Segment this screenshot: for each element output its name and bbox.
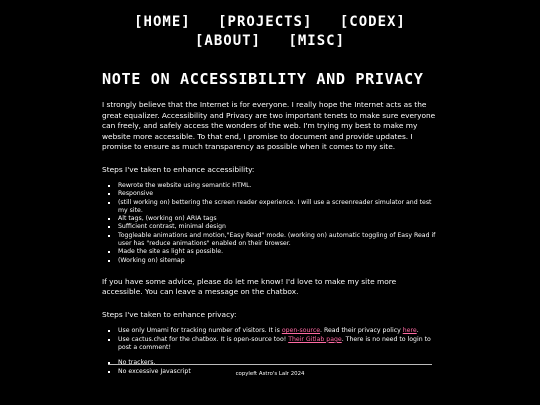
list-item: ▪ No trackers. [118, 359, 438, 367]
main-content [102, 100, 438, 376]
list-item: ▪ Sufficient contrast, minimal design [118, 223, 438, 231]
nav-home-link[interactable]: [HOME] [134, 14, 191, 30]
privacy-list [102, 327, 438, 352]
privacy-heading: Steps I've taken to enhance privacy: [102, 309, 237, 319]
cactus-text-2: . There is no need to login to post a comment! [118, 335, 431, 352]
nav-misc-link[interactable]: [MISC] [288, 33, 346, 49]
umami-text: Use only Umami for tracking number of visitors. It is [118, 327, 282, 335]
list-item [118, 327, 438, 335]
accessibility-heading: Steps I've taken to enhance accessibility: [102, 164, 255, 174]
cactus-text: Use cactus.chat for the chatbox. It is open-source too! [118, 335, 289, 343]
nav-projects-link[interactable]: [PROJECTS] [218, 14, 313, 30]
page-title: NOTE ON ACCESSIBILITY AND PRIVACY [102, 70, 424, 88]
privacy-policy-link[interactable]: here [402, 327, 417, 335]
footer-copyleft: copyleft Astro's LaIr 2024 [235, 371, 305, 377]
advice-paragraph: If you have some advice, please do let me know! I'd love to make my site more accessible. You can leave a message on the chatbox. [102, 276, 397, 297]
list-item: ▪ Made the site as light as possible. [118, 248, 438, 256]
open-source-link[interactable]: open-source [281, 327, 321, 335]
list-item: ▪ Toggleable animations and motion,"Easy Read" mode. (working on) automatic toggling of Easy Read if user has "reduce animations" enabled on their browser. [118, 232, 438, 249]
list-item: ▪ Responsive [118, 190, 438, 198]
intro-paragraph: I strongly believe that the Internet is for everyone. I really hope the Internet acts as the great equalizer. Accessibility and Privacy are two important tenets to make sure everyone can freely, and safely access the wonders of the web. I'm trying my best to make my website more accessible. To that end, I promise to document and provide updates. I promise to ensure as much transparency as possible when it comes to my site. [102, 100, 436, 151]
list-item: ▪ (Working on) sitemap [118, 257, 438, 265]
nav-codex-link[interactable]: [CODEX] [339, 14, 406, 30]
main-nav-row-2 [0, 33, 540, 49]
accessibility-list [102, 182, 438, 265]
list-item: ▪ No excessive Javascript [118, 368, 438, 376]
list-item: ▪ Alt tags, (working on) ARIA tags [118, 215, 438, 223]
list-item: ▪ Rewrote the website using semantic HTML. [118, 182, 438, 190]
list-item: ▪ (still working on) bettering the screen reader experience. I will use a screenreader simulator and test my site. [118, 199, 438, 216]
umami-text-3: . [416, 327, 419, 335]
main-nav-row-1 [0, 14, 540, 30]
umami-text-2: . Read their privacy policy [320, 327, 403, 335]
nav-about-link[interactable]: [ABOUT] [194, 33, 261, 49]
footer [108, 364, 432, 377]
gitlab-page-link[interactable]: Their Gitlab page [288, 335, 342, 343]
list-item [118, 336, 438, 353]
footer-divider [108, 364, 432, 365]
